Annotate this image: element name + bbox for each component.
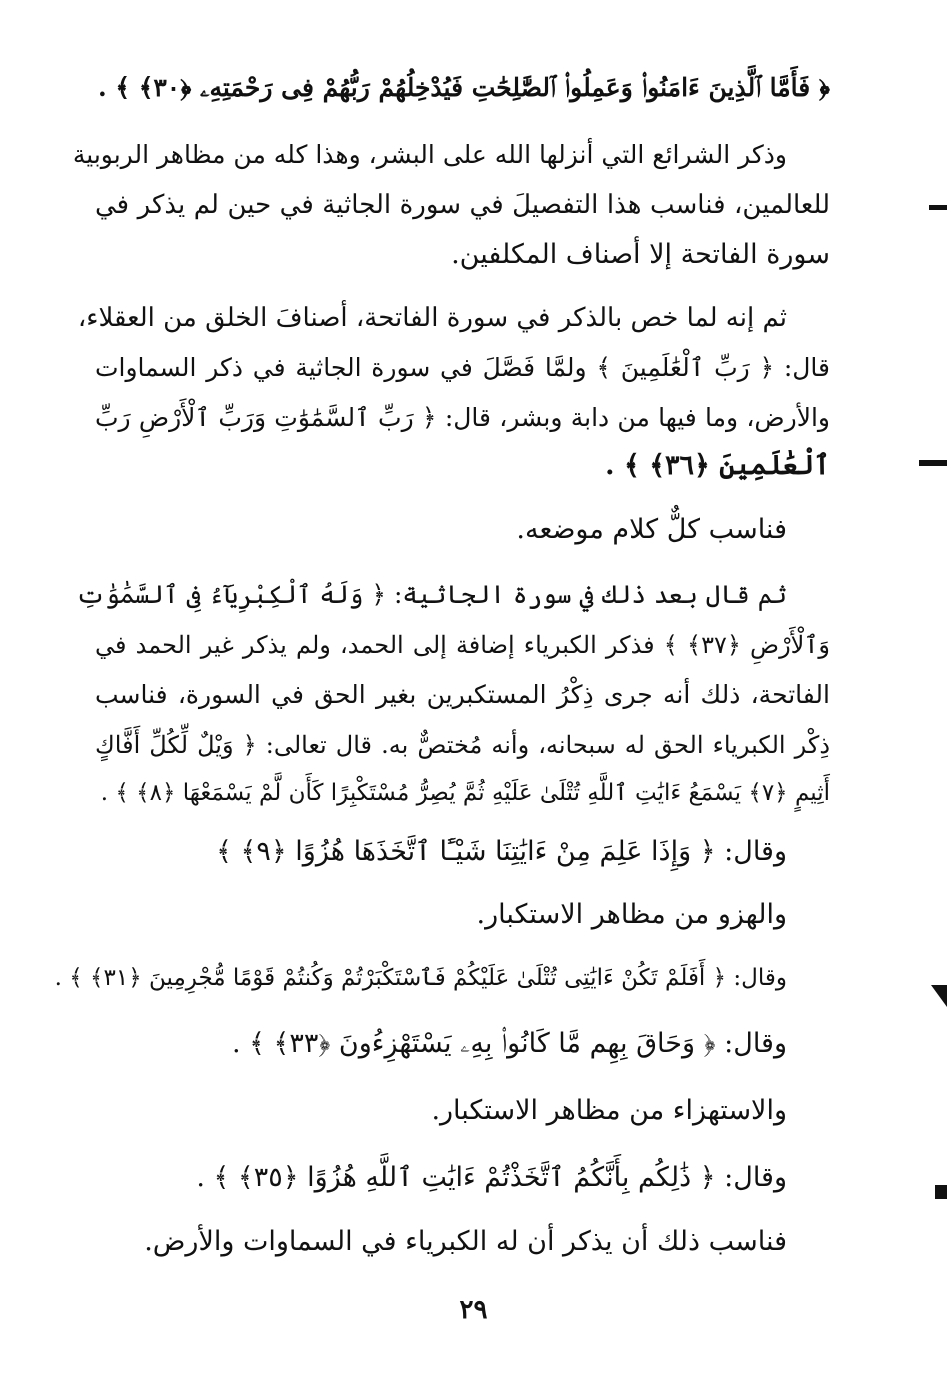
quote-line-3: وقال: ﴿ وَحَاقَ بِهِم مَّا كَانُوا۟ بِهِۦ يَسْتَهْزِءُونَ ﴿٣٣﴾ ﴾ . <box>231 1028 787 1059</box>
paragraph-2-line-2: قال: ﴿ رَبِّ ٱلْعَٰلَمِينَ ﴾ ولمَّا فَصَّلَ في سورة الجاثية في ذكر السماوات <box>95 353 830 382</box>
paragraph-1-line-1: وذكر الشرائع التي أنزلها الله على البشر، وهذا كله من مظاهر الربوبية <box>72 140 787 169</box>
page-number: ٢٩ <box>459 1295 488 1325</box>
scan-edge-mark <box>935 1185 947 1199</box>
paragraph-1-line-2: للعالمين، فناسب هذا التفصيلَ في سورة الجاثية في حين لم يذكر في <box>95 190 830 220</box>
paragraph-1-line-3: سورة الفاتحة إلا أصناف المكلفين. <box>451 239 830 270</box>
verse-line-1: ﴿ فَأَمَّا ٱلَّذِينَ ءَامَنُوا۟ وَعَمِلُوا۟ ٱلصَّٰلِحَٰتِ فَيُدْخِلُهُمْ رَبُّهُمْ فِى رَحْمَتِهِۦ ﴿٣٠﴾ ﴾ . <box>97 73 830 102</box>
scan-edge-mark <box>929 205 947 210</box>
statement-line-1: والهزو من مظاهر الاستكبار. <box>476 899 787 930</box>
quote-line-2: وقال: ﴿ أَفَلَمْ تَكُنْ ءَايَٰتِى تُتْلَىٰ عَلَيْكُمْ فَٱسْتَكْبَرْتُمْ وَكُنتُمْ قَوْمًا مُّجْرِمِينَ ﴿٣١﴾ ﴾ . <box>54 965 787 991</box>
paragraph-2-line-1: ثم إنه لما خص بالذكر في سورة الفاتحة، أصنافَ الخلق من العقلاء، <box>77 303 787 333</box>
quote-line-4: وقال: ﴿ ذَٰلِكُم بِأَنَّكُمُ ٱتَّخَذْتُمْ ءَايَٰتِ ٱللَّهِ هُزُوًا ﴿٣٥﴾ ﴾ . <box>196 1162 787 1193</box>
scan-edge-mark <box>931 985 947 1007</box>
paragraph-3-line-1: فناسب كلٌّ كلام موضعه. <box>516 514 787 545</box>
paragraph-4-line-2: وَٱلْأَرْضِ ﴿٣٧﴾ ﴾ فذكر الكبرياء إضافة إلى الحمد، ولم يذكر غير الحمد في <box>95 631 830 659</box>
conclusion-line: فناسب ذلك أن يذكر أن له الكبرياء في السماوات والأرض. <box>144 1226 787 1257</box>
paragraph-4-line-3: الفاتحة، ذلك أنه جرى ذِكْرُ المستكبرين بغير الحق في السورة، فناسب <box>95 680 830 709</box>
statement-line-2: والاستهزاء من مظاهر الاستكبار. <box>431 1095 787 1126</box>
quote-line-1: وقال: ﴿ وَإِذَا عَلِمَ مِنْ ءَايَٰتِنَا شَيْـًٔا ٱتَّخَذَهَا هُزُوًا ﴿٩﴾ ﴾ <box>216 836 787 867</box>
paragraph-2-line-4: ٱلْعَٰلَمِينَ ﴿٣٦﴾ ﴾ . <box>605 450 830 481</box>
paragraph-4-line-1: ثم قال بعد ذلك في سورة الجاثية: ﴿ وَلَهُ ٱلْكِبْرِيَآءُ فِى ٱلسَّمَٰوَٰتِ <box>75 580 787 609</box>
scan-edge-mark <box>919 460 947 466</box>
paragraph-4-line-5: أَثِيمٍ ﴿٧﴾ يَسْمَعُ ءَايَٰتِ ٱللَّهِ تُتْلَىٰ عَلَيْهِ ثُمَّ يُصِرُّ مُسْتَكْبِرًا كَأَن لَّمْ يَسْمَعْهَا ﴿٨﴾ ﴾ . <box>100 780 830 806</box>
paragraph-4-line-4: ذِكْر الكبرياء الحق له سبحانه، وأنه مُختصٌّ به. قال تعالى: ﴿ وَيْلٌ لِّكُلِّ أَفَّاكٍ <box>95 731 831 759</box>
paragraph-2-line-3: والأرض، وما فيها من دابة وبشر، قال: ﴿ رَبِّ ٱلسَّمَٰوَٰتِ وَرَبِّ ٱلْأَرْضِ رَبِّ <box>95 403 830 432</box>
